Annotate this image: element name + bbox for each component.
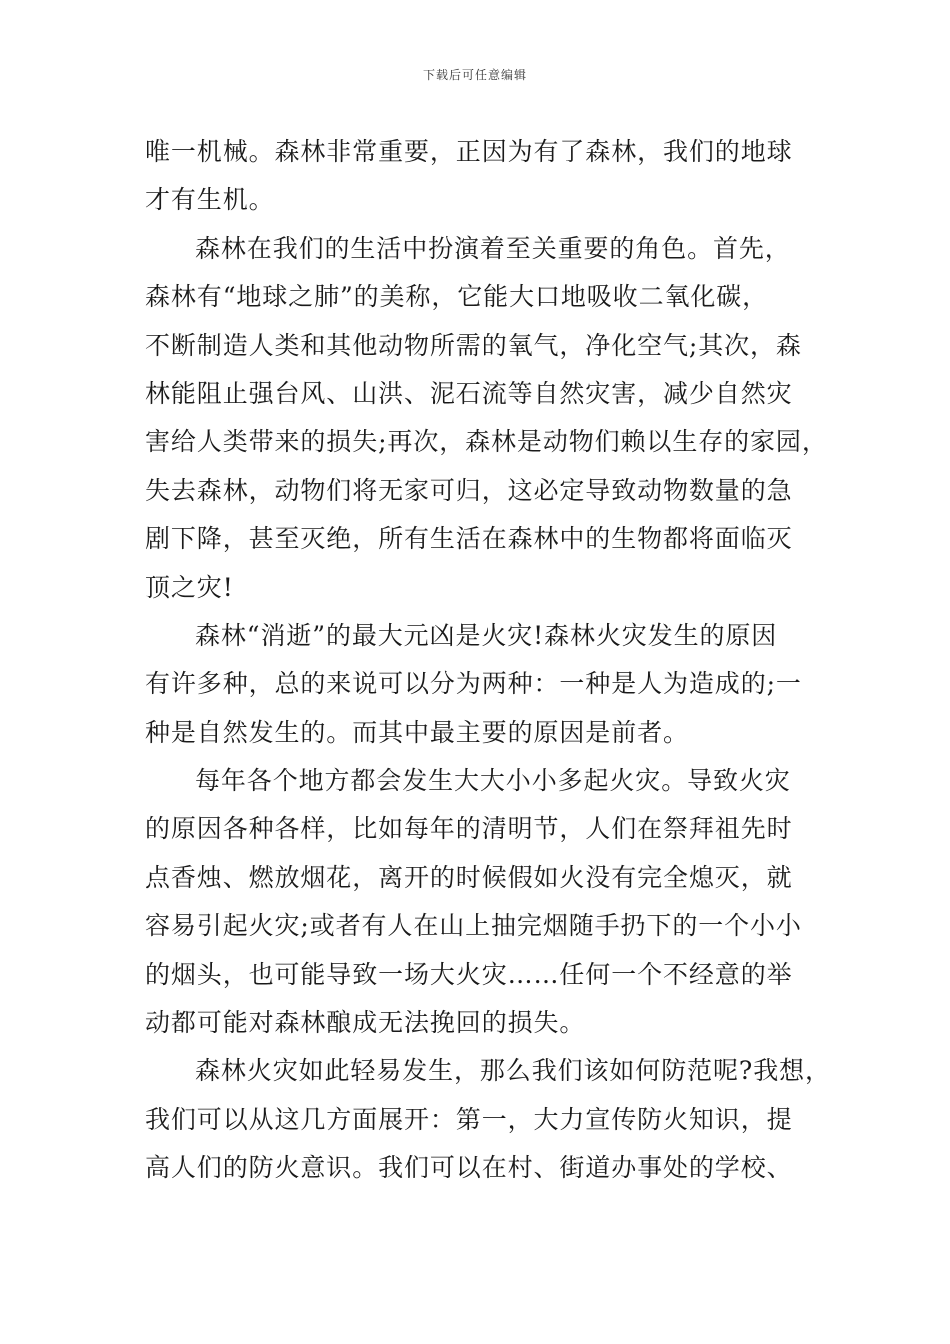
- text-line: 的烟头，也可能导致一场大火灾……任何一个不经意的举: [145, 959, 793, 989]
- text-line: 动都可能对森林酿成无法挽回的损失。: [145, 1008, 586, 1038]
- text-line: 失去森林，动物们将无家可归，这必定导致动物数量的急: [145, 475, 793, 505]
- text-line: 森林火灾如此轻易发生，那么我们该如何防范呢?我想，: [195, 1056, 831, 1086]
- text-line: 剧下降，甚至灭绝，所有生活在森林中的生物都将面临灭: [145, 524, 793, 554]
- text-line: 有许多种，总的来说可以分为两种：一种是人为造成的;一: [145, 669, 802, 699]
- text-line: 每年各个地方都会发生大大小小多起火灾。导致火灾: [195, 766, 791, 796]
- text-line: 害给人类带来的损失;再次，森林是动物们赖以生存的家园，: [145, 427, 828, 457]
- text-line: 唯一机械。森林非常重要，正因为有了森林，我们的地球: [145, 137, 793, 166]
- text-line: 森林“消逝”的最大元凶是火灾!森林火灾发生的原因: [195, 620, 778, 650]
- text-line: 我们可以从这几方面展开：第一，大力宣传防火知识，提: [145, 1104, 793, 1134]
- text-line: 才有生机。: [145, 185, 275, 215]
- text-line: 顶之灾!: [145, 572, 234, 602]
- text-line: 容易引起火灾;或者有人在山上抽完烟随手扔下的一个小小: [145, 911, 802, 941]
- document-body: [145, 128, 831, 1193]
- text-line: 森林在我们的生活中扮演着至关重要的角色。首先，: [195, 233, 791, 263]
- page-header: 下载后可任意编辑: [422, 68, 527, 82]
- text-line: 森林有“地球之肺”的美称，它能大口地吸收二氧化碳，: [145, 282, 769, 312]
- text-line: 林能阻止强台风、山洪、泥石流等自然灾害，减少自然灾: [145, 378, 793, 408]
- text-line: 不断制造人类和其他动物所需的氧气，净化空气;其次，森: [145, 330, 802, 360]
- text-line: 种是自然发生的。而其中最主要的原因是前者。: [145, 717, 689, 747]
- text-line: 点香烛、燃放烟花，离开的时候假如火没有完全熄灭，就: [145, 862, 793, 892]
- text-line: 高人们的防火意识。我们可以在村、街道办事处的学校、: [145, 1153, 793, 1183]
- text-line: 的原因各种各样，比如每年的清明节，人们在祭拜祖先时: [145, 814, 793, 844]
